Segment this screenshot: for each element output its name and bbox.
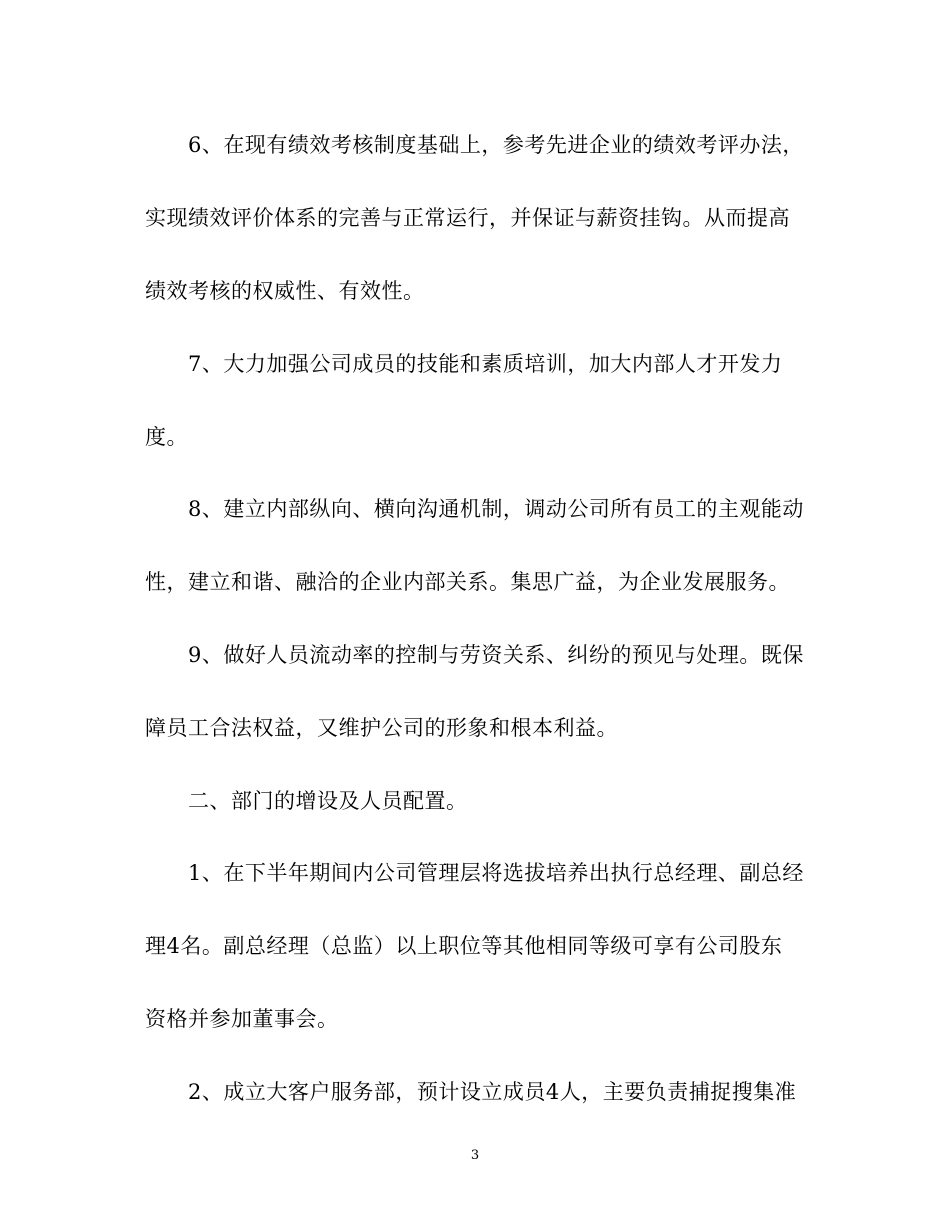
paragraph-8-line-2: 性，建立和谐、融洽的企业内部关系。集思广益，为企业发展服务。 bbox=[145, 570, 790, 594]
paragraph-8-line-1: 8、建立内部纵向、横向沟通机制，调动公司所有员工的主观能动 bbox=[188, 497, 804, 521]
section-heading: 二、部门的增设及人员配置。 bbox=[188, 789, 468, 813]
item-2-line-1: 2、成立大客户服务部，预计设立成员4人，主要负责捕捉搜集准 bbox=[188, 1080, 797, 1104]
paragraph-9-line-2: 障员工合法权益，又维护公司的形象和根本利益。 bbox=[145, 716, 618, 740]
page-number: 3 bbox=[470, 1148, 480, 1163]
paragraph-6-line-1: 6、在现有绩效考核制度基础上，参考先进企业的绩效考评办法， bbox=[188, 133, 804, 157]
paragraph-6-line-2: 实现绩效评价体系的完善与正常运行，并保证与薪资挂钩。从而提高 bbox=[145, 206, 790, 230]
paragraph-6-line-3: 绩效考核的权威性、有效性。 bbox=[145, 279, 425, 303]
item-1-line-1: 1、在下半年期间内公司管理层将选拔培养出执行总经理、副总经 bbox=[188, 861, 804, 885]
paragraph-7-line-2: 度。 bbox=[145, 425, 188, 449]
paragraph-7-line-1: 7、大力加强公司成员的技能和素质培训，加大内部人才开发力 bbox=[188, 352, 783, 376]
item-1-line-2: 理4名。副总经理（总监）以上职位等其他相同等级可享有公司股东 bbox=[145, 934, 783, 958]
item-1-line-3: 资格并参加董事会。 bbox=[145, 1007, 339, 1031]
paragraph-9-line-1: 9、做好人员流动率的控制与劳资关系、纠纷的预见与处理。既保 bbox=[188, 643, 804, 667]
